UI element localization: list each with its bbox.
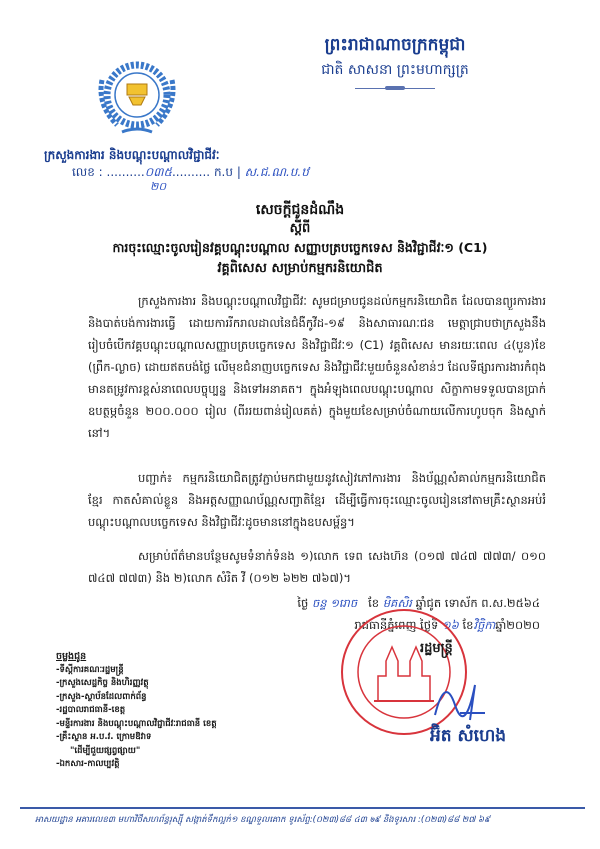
notice-subject-line2: វគ្គពិសេស សម្រាប់កម្មករនិយោជិត <box>217 261 383 276</box>
body-paragraph-2: បញ្ជាក់៖ កម្មករនិយោជិតត្រូវភ្ជាប់មកជាមួយនូវសៀវភៅការងារ និងប័ណ្ណសំគាល់កម្មករនិយោជិតខ្មែរ កាតសំគាល់ខ្លួន និងអត្តសញ្ញាណប័ណ្ណសញ្ជាតិខ្មែរ ដើម្បីធ្វើការចុះឈ្មោះចូលរៀននៅតាមគ្រឹះស្ថានអប់រំបណ្តុះបណ្តាលបច្ចេកទេស និងវិជ្ជាជីវៈដូចមាននៅក្នុងឧបសម្ព័ន្ធ។ <box>88 471 546 529</box>
notice-subject-line1: ការចុះឈ្មោះចូលរៀនវគ្គបណ្តុះបណ្តាល សញ្ញាបត្របច្ចេកទេស និងវិជ្ជាជីវៈ១ (C1) <box>112 240 488 255</box>
body-paragraph-1: ក្រសួងការងារ និងបណ្តុះបណ្តាលវិជ្ជាជីវៈ សូមជម្រាបជូនដល់កម្មករនិយោជិត ដែលបានព្យួរការងារ និងបាត់បង់ការងារធ្វើ ដោយការរីករាលដាលនៃជំងឺកូវីដ-១៩ និងសាធារណៈជន មេត្តាជ្រាបថាក្រសួងនឹងរៀបចំបើកវគ្គបណ្តុះបណ្តាលសញ្ញាបត្របច្ចេកទេស និងវិជ្ជាជីវៈ១ (C1) វគ្គពិសេស មានរយៈពេល ៤(បួន)ខែ (ព្រឹក-ល្ងាច) ដោយឥតបង់ថ្លៃ លើមុខជំនាញបច្ចេកទេស និងវិជ្ជាជីវៈមួយចំនួនសំខាន់ៗ ដែលទីផ្សារការងារកំពុងមានតម្រូវការខ្ពស់នាពេលបច្ចុប្បន្ន និងទៅអនាគត។ ក្នុងអំឡុងពេលបណ្តុះបណ្តាល សិក្ខាកាមទទួលបានប្រាក់ឧបត្ថម្ភចំនួន ២០០.០០០ រៀល (ពីររយពាន់រៀលគត់) ក្នុងមួយខែសម្រាប់ចំណាយលើការហូបចុក និងស្នាក់នៅ។ <box>88 294 546 440</box>
reference-number-value: ០៣៥ <box>144 165 172 179</box>
lunar-day: ចន្ទ ១រោច <box>311 596 358 610</box>
cc-item: -គ្រឹះស្ថាន អ.ប.វ. ក្រោមឱវាទ <box>56 732 152 742</box>
reference-code: ស.ជ.ណ.ប.ឋ <box>244 165 309 179</box>
notice-title: សេចក្តីជូនដំណឹង <box>255 202 345 218</box>
body-paragraph-3: សម្រាប់ព័ត៌មានបន្ថែមសូមទំនាក់ទំនង ១)លោក ទេព សេងហ៊ន (០១៧ ៧៤៧ ៧៧៣/ ០១០ ៧៤៧ ៧៧៣) និង ២)លោក សំរិត វី (០១២ ៦២២ ៧៦៧)។ <box>88 549 546 585</box>
solar-month-label: ខែ <box>462 618 474 632</box>
ministry-name: ក្រសួងការងារ និងបណ្តុះបណ្តាលវិជ្ជាជីវៈ <box>44 148 220 162</box>
national-motto: ជាតិ សាសនា ព្រះមហាក្សត្រ <box>321 62 469 78</box>
lunar-year: ឆ្នាំជូត ទោស័ក ព.ស.២៥៦៤ <box>415 596 540 610</box>
reference-year: ២០ <box>150 180 167 193</box>
cc-item: -ក្រសួងសេដ្ឋកិច្ច និងហិរញ្ញវត្ថុ <box>56 678 149 688</box>
cc-list <box>56 650 217 772</box>
cc-item: -ឯកសារ-កាលប្បវត្តិ <box>56 759 120 769</box>
ornament-divider <box>355 88 435 89</box>
cc-item: "ដើម្បីជួយផ្សព្វផ្សាយ" <box>70 745 141 756</box>
reference-label: លេខ : <box>72 165 103 179</box>
cc-item: -រដ្ឋបាលរាជធានី-ខេត្ត <box>56 705 126 715</box>
cc-heading: ចម្លងជូន <box>56 651 87 662</box>
cc-item: -មន្ទីរការងារ និងបណ្តុះបណ្តាលវិជ្ជាជីវៈរាជធានី ខេត្ត <box>56 718 217 729</box>
lunar-prefix: ថ្ងៃ <box>297 596 309 610</box>
reference-suffix: ក.ប <box>213 165 233 179</box>
signatory-name: អ៊ិត សំហេង <box>430 726 507 746</box>
solar-prefix: រាជធានីភ្នំពេញ ថ្ងៃទី <box>354 618 439 632</box>
signatory-title: រដ្ឋមន្ត្រី <box>420 641 453 656</box>
lunar-month-label: ខែ <box>368 596 380 610</box>
solar-day: ១៦ <box>441 618 459 632</box>
notice-subject-label: ស្តីពី <box>289 221 311 236</box>
footer-divider <box>20 807 585 809</box>
kingdom-heading: ព្រះរាជាណាចក្រកម្ពុជា <box>324 35 466 55</box>
solar-month: វិច្ឆិកា <box>473 618 496 632</box>
lunar-month: មិគសិរ <box>382 596 412 610</box>
reference-number: លេខ : ..........០៣៥.......... ក.ប | ស.ជ.ណ.ប.ឋ <box>72 165 309 179</box>
solar-year: ឆ្នាំ២០២០ <box>495 618 540 632</box>
footer-address: អាសយដ្ឋាន អគារលេខ៣ មហាវិថីសហព័ន្ធរុស្ស៊ី សង្កាត់ទឹកល្អក់១ ខណ្ឌទួលគោក ទូរស័ព្ទ:(០២៣)៨៨ ៤៣ ७៩ និងទូរសារ :(០២៣)៨៨ ២៧ ៦៩ <box>35 815 491 825</box>
ministry-logo <box>92 50 182 140</box>
cc-item: -ក្រសួង-ស្ថាប័នដែលពាក់ព័ន្ធ <box>56 691 147 702</box>
cc-item: -ទីស្តីការគណៈរដ្ឋមន្ត្រី <box>56 664 124 675</box>
handwritten-signature <box>430 665 490 725</box>
